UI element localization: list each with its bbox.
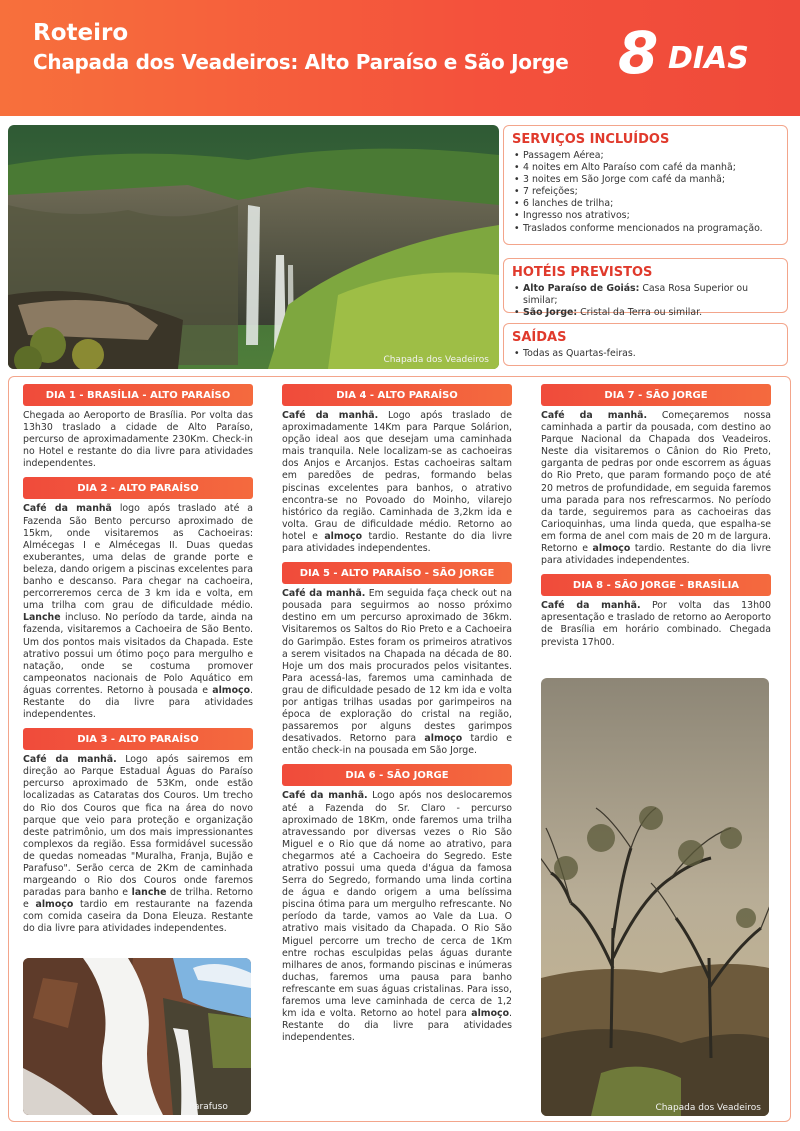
header-banner	[0, 0, 800, 116]
days-label: DIAS	[668, 41, 749, 76]
day-8-header: DIA 8 - SÃO JORGE - BRASÍLIA	[541, 574, 771, 596]
days-number: 8	[618, 19, 659, 87]
day-4-header: DIA 4 - ALTO PARAÍSO	[282, 384, 512, 406]
hotels-title: HOTÉIS PREVISTOS	[512, 265, 653, 280]
services-title: SERVIÇOS INCLUÍDOS	[512, 132, 670, 147]
page-title: Roteiro	[33, 20, 129, 46]
day-7-header: DIA 7 - SÃO JORGE	[541, 384, 771, 406]
waterfall-canyon-illustration	[8, 125, 499, 369]
day-5-header: DIA 5 - ALTO PARAÍSO - SÃO JORGE	[282, 562, 512, 584]
departures-title: SAÍDAS	[512, 330, 567, 345]
departures-list	[512, 348, 779, 360]
falls-caption: Parafuso	[189, 1102, 228, 1112]
services-box	[503, 125, 788, 245]
itinerary-column-1	[23, 384, 253, 943]
falls-photo	[23, 958, 251, 1115]
list-item	[512, 307, 779, 319]
services-list	[512, 150, 779, 235]
list-item: • Todas as Quartas-feiras.	[512, 348, 779, 360]
day-1-text: Chegada ao Aeroporto de Brasília. Por volta das 13h30 traslado a cidade de Alto Paraíso, percurso de aproximadamente 230Km. Check-in no Hotel e restante do dia livre para atividades independentes.	[23, 410, 253, 470]
list-item: • Passagem Aérea;	[512, 150, 779, 162]
itinerary-column-2	[282, 384, 512, 1051]
savanna-photo	[541, 678, 769, 1116]
day-8-text: Café da manhã. Por volta das 13h00 apresentação e traslado de retorno ao Aeroporto de Brasília em horário combinado. Chegada prevista 17h00.	[541, 600, 771, 648]
day-5-text: Café da manhã. Em seguida faça check out na pousada para seguirmos ao nosso próximo destino em um percurso aproximado de 36km. Visitaremos os Saltos do Rio Preto e a Cachoeira do Garimpão. Estes foram os primeiros atrativos a serem visitados na Chapada na década de 80. Hoje um dos mais procurados pelos visitantes. Para acessá-las, faremos uma caminhada de grau de dificuldade pesado de 12 km ida e volta por antigas trilhas usadas por garimpeiros na época de exploração do cristal na região, passaremos por alguns destes garimpos desativados. Retorno para almoço tardio e então check-in na pousada em São Jorge.	[282, 588, 512, 757]
list-item: • 7 refeições;	[512, 186, 779, 198]
waterfall-illustration	[23, 958, 251, 1115]
itinerary-column-3	[541, 384, 771, 656]
day-3-header: DIA 3 - ALTO PARAÍSO	[23, 728, 253, 750]
list-item: • 4 noites em Alto Paraíso com café da manhã;	[512, 162, 779, 174]
list-item: • 6 lanches de trilha;	[512, 198, 779, 210]
day-3-text: Café da manhã. Logo após sairemos em direção ao Parque Estadual Águas do Paraíso percurso aproximado de 53Km, onde estão localizadas as Cataratas dos Couros. Um trecho do Rio dos Couros que fica na área do novo parque que veio para proteção e organização deste patrimônio, um dos mais impressionantes complexos da região. Essa formidável sucessão de quedas nomeadas "Muralha, Franja, Bujão e Parafuso". Serão cerca de 2Km de caminhada margeando o Rio dos Couros onde faremos paradas para banho e lanche de trilha. Retorno e almoço tardio em restaurante na fazenda com comida caseira da Dona Eleuza. Restante do dia livre para atividades independentes.	[23, 754, 253, 935]
hero-caption: Chapada dos Veadeiros	[383, 355, 489, 365]
hotel-place: São Jorge:	[523, 307, 578, 319]
day-2-header: DIA 2 - ALTO PARAÍSO	[23, 477, 253, 499]
list-item: • Traslados conforme mencionados na programação.	[512, 223, 779, 235]
savanna-caption: Chapada dos Veadeiros	[655, 1103, 761, 1113]
day-1-header: DIA 1 - BRASÍLIA - ALTO PARAÍSO	[23, 384, 253, 406]
hotels-box	[503, 258, 788, 319]
hotels-list	[512, 283, 779, 319]
day-7-text: Café da manhã. Começaremos nossa caminhada a partir da pousada, com destino ao Parque Nacional da Chapada dos Veadeiros. Neste dia visitaremos o Cânion do Rio Preto, garganta de pedras por onde escorrem as águas do Rio Preto, que param formando poço de até 20 metros de profundidade, em seguida faremos uma parada para nos refrescarmos. No período da tarde, seguiremos para as cachoeiras das Carioquinhas, uma linda queda, que espalha-se em forma de anel com mais de 20 m de largura. Retorno e almoço tardio. Restante do dia livre para atividades independentes.	[541, 410, 772, 567]
day-4-text: Café da manhã. Logo após traslado de aproximadamente 14Km para Parque Solárion, opção ideal aos que desejam uma caminhada mais tranquila. Nele localizam-se as cachoeiras dos Anjos e Arcanjos. Estas cachoeiras saltam em paredões de pedras, formando belas piscinas excelentes para banhos, o atrativo encontra-se no Povoado do Moinho, vilarejo histórico da região. Caminhada de 3,2km ida e volta. Grau de dificuldade médio. Retorno ao hotel e almoço tardio. Restante do dia livre para atividades independentes.	[282, 410, 512, 555]
day-2-text: Café da manhã logo após traslado até a Fazenda São Bento percurso aproximado de 15km, onde visitaremos as Cachoeiras: Almécegas I e Almécegas II. Duas quedas exuberantes, uma delas de grande porte e beleza, dando origem a piscinas excelentes para banho e descanso. Para chegar na cachoeira, percorreremos cerca de 3 km ida e volta, em uma trilha com grau de dificuldade médio. Lanche incluso. No período da tarde, ainda na fazenda, visitaremos a Cachoeira de São Bento. Um dos pontos mais visitados da Chapada. Este atrativo possui um ótimo poço para mergulho e natação, onde se costuma promover campeonatos nacionais de Polo Aquático em águas correntes. Retorno à pousada e almoço. Restante do dia livre para atividades independentes.	[23, 503, 254, 721]
hotel-name: Cristal da Terra ou similar.	[577, 307, 703, 319]
list-item: • Ingresso nos atrativos;	[512, 210, 779, 222]
hotel-place: Alto Paraíso de Goiás:	[523, 283, 640, 294]
page-subtitle: Chapada dos Veadeiros: Alto Paraíso e São Jorge	[33, 50, 569, 74]
list-item	[512, 283, 779, 307]
savanna-trees-illustration	[541, 678, 769, 1116]
departures-box	[503, 323, 788, 366]
list-item: • 3 noites em São Jorge com café da manhã;	[512, 174, 779, 186]
day-6-header: DIA 6 - SÃO JORGE	[282, 764, 512, 786]
day-6-text: Café da manhã. Logo após nos deslocaremos até a Fazenda do Sr. Claro - percurso aproximado de 18Km, onde faremos uma trilha atravessando por diversas vezes o Rio São Miguel e o Rio que dá nome ao atrativo, para chegarmos até a Cachoeira do Segredo. Este atrativo possui uma queda d'água da famosa Serra do Segredo, formando uma linda cortina de água e dando origem a uma belíssima piscina ótima para um mergulho refrescante. No período da tarde, vamos ao Vale da Lua. O atrativo mais visitado da Chapada. O Rio São Miguel percorre um trecho de cerca de 1Km entre rochas esculpidas pelas águas durante milhares de anos, formando piscinas e inúmeras duchas, faremos uma pausa para banho refrescante em suas águas cristalinas. Para isso, faremos uma leve caminhada de cerca de 1,2 km ida e volta. Retorno ao hotel para almoço. Restante do dia livre para atividades independentes.	[282, 790, 512, 1044]
hero-photo	[8, 125, 499, 369]
hotel-name: Casa Rosa Superior ou similar;	[523, 283, 749, 307]
